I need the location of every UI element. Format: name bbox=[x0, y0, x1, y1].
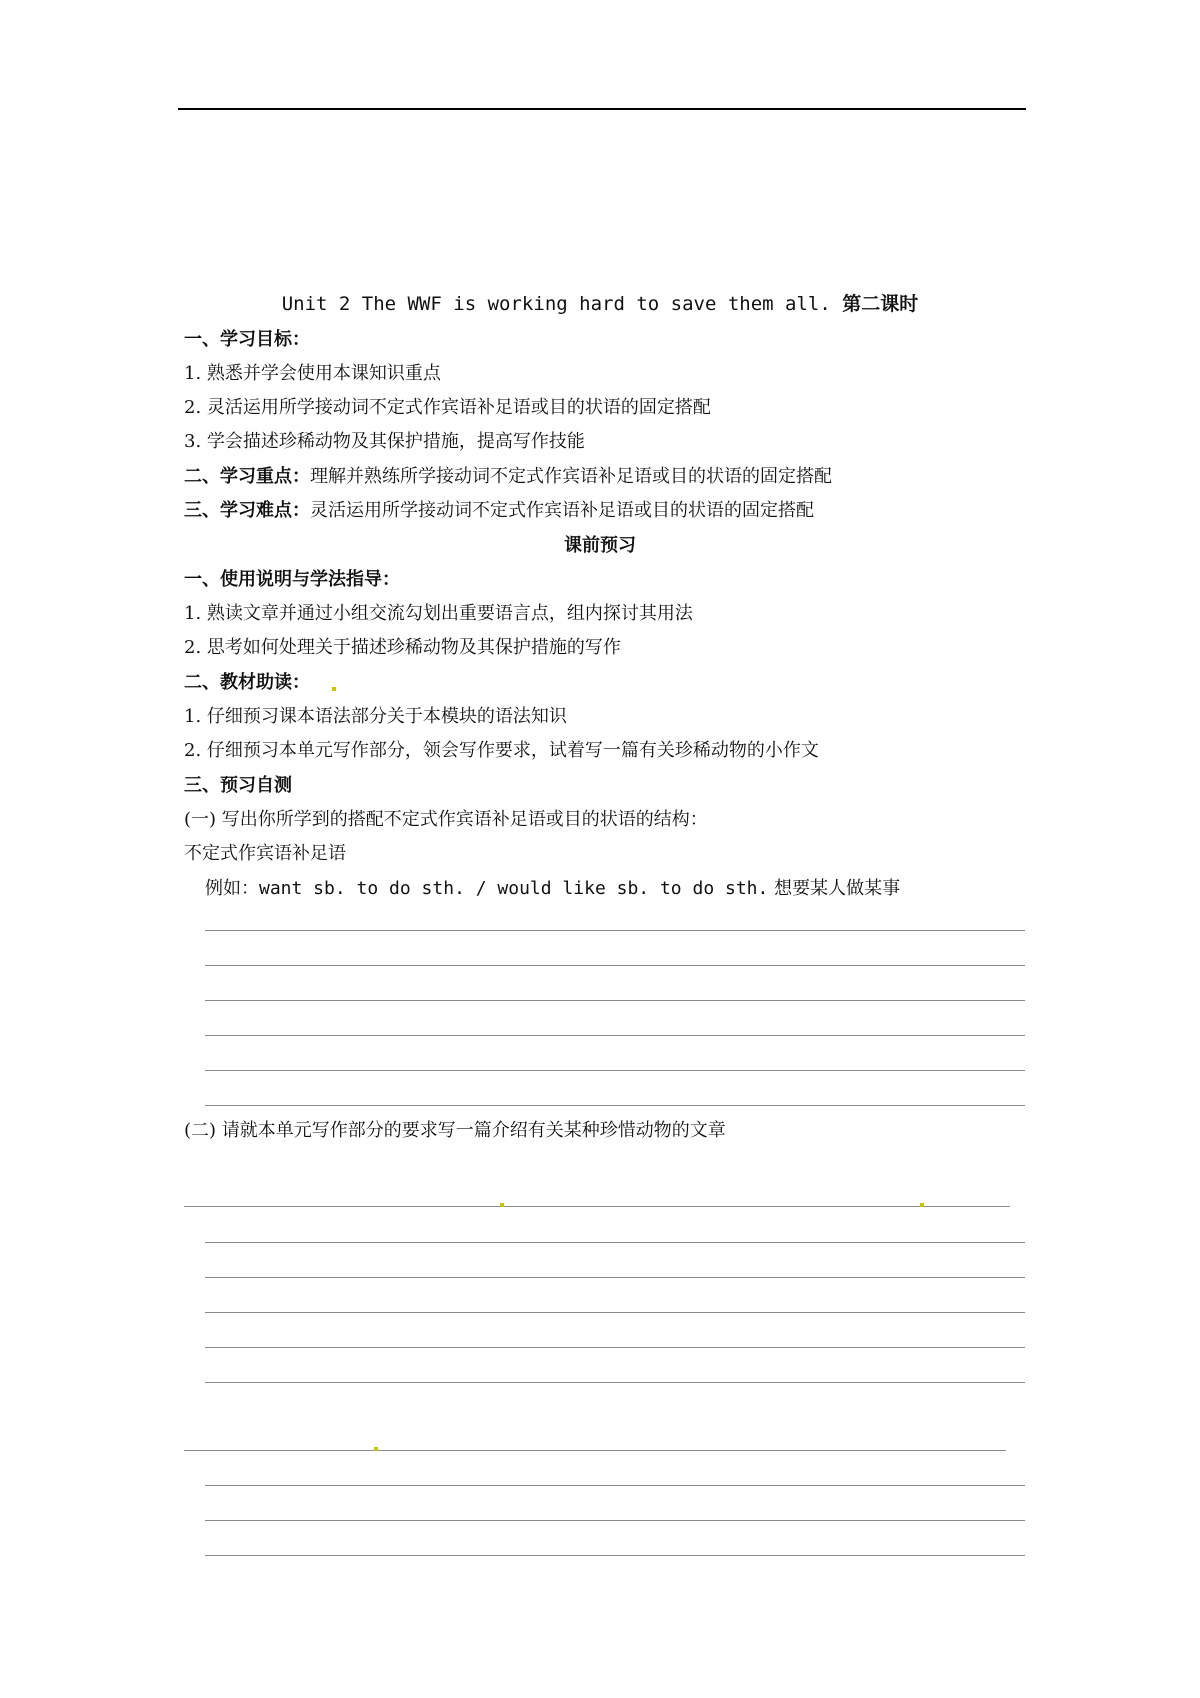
instruction-item-1: 1. 熟读文章并通过小组交流勾划出重要语言点，组内探讨其用法 bbox=[184, 603, 693, 624]
answer-line[interactable] bbox=[205, 965, 1025, 966]
answer-line[interactable] bbox=[184, 1206, 1010, 1207]
instruction-item-2: 2. 思考如何处理关于描述珍稀动物及其保护措施的写作 bbox=[184, 637, 621, 658]
answer-line[interactable] bbox=[205, 1520, 1025, 1521]
answer-line[interactable] bbox=[205, 1277, 1025, 1278]
answer-line[interactable] bbox=[205, 1347, 1025, 1348]
objective-item-3: 3. 学会描述珍稀动物及其保护措施，提高写作技能 bbox=[184, 431, 585, 452]
marker-dot bbox=[500, 1203, 504, 1207]
difficulties-line bbox=[184, 499, 814, 523]
textbook-item-2: 2. 仔细预习本单元写作部分，领会写作要求，试着写一篇有关珍稀动物的小作文 bbox=[184, 740, 819, 761]
answer-line[interactable] bbox=[205, 1035, 1025, 1036]
marker-dot bbox=[374, 1447, 378, 1451]
key-points-line bbox=[184, 465, 832, 489]
self-test-part1-sub: 不定式作宾语补足语 bbox=[184, 843, 346, 864]
difficulties-label: 三、学习难点： bbox=[184, 500, 310, 521]
marker-dot bbox=[332, 687, 336, 691]
answer-line[interactable] bbox=[205, 1105, 1025, 1106]
page-title bbox=[0, 291, 1200, 317]
self-test-part2: (二) 请就本单元写作部分的要求写一篇介绍有关某种珍惜动物的文章 bbox=[184, 1120, 726, 1141]
objective-item-2: 2. 灵活运用所学接动词不定式作宾语补足语或目的状语的固定搭配 bbox=[184, 397, 711, 418]
self-test-heading: 三、预习自测 bbox=[184, 775, 292, 796]
title-english: Unit 2 The WWF is working hard to save them all. bbox=[281, 293, 831, 315]
title-chinese: 第二课时 bbox=[842, 293, 919, 315]
marker-dot bbox=[920, 1203, 924, 1207]
answer-line[interactable] bbox=[205, 930, 1025, 931]
objectives-heading: 一、学习目标： bbox=[184, 329, 310, 350]
header-rule bbox=[178, 108, 1026, 110]
example-chinese: 想要某人做某事 bbox=[774, 878, 901, 899]
instructions-heading: 一、使用说明与学法指导： bbox=[184, 569, 400, 590]
key-points-label: 二、学习重点： bbox=[184, 466, 310, 487]
difficulties-text: 灵活运用所学接动词不定式作宾语补足语或目的状语的固定搭配 bbox=[310, 500, 814, 521]
textbook-heading: 二、教材助读： bbox=[184, 672, 310, 693]
answer-line[interactable] bbox=[205, 1242, 1025, 1243]
key-points-text: 理解并熟练所学接动词不定式作宾语补足语或目的状语的固定搭配 bbox=[310, 466, 832, 487]
textbook-item-1: 1. 仔细预习课本语法部分关于本模块的语法知识 bbox=[184, 706, 567, 727]
objective-item-1: 1. 熟悉并学会使用本课知识重点 bbox=[184, 363, 441, 384]
answer-line[interactable] bbox=[205, 1485, 1025, 1486]
answer-line[interactable] bbox=[205, 1000, 1025, 1001]
self-test-part1: (一) 写出你所学到的搭配不定式作宾语补足语或目的状语的结构： bbox=[184, 809, 708, 830]
answer-line[interactable] bbox=[205, 1382, 1025, 1383]
answer-line[interactable] bbox=[184, 1450, 1006, 1451]
answer-line[interactable] bbox=[205, 1555, 1025, 1556]
example-line bbox=[205, 877, 900, 901]
example-prefix: 例如： bbox=[205, 878, 259, 899]
answer-line[interactable] bbox=[205, 1312, 1025, 1313]
answer-line[interactable] bbox=[205, 1070, 1025, 1071]
example-english: want sb. to do sth. / would like sb. to do sth. bbox=[259, 878, 769, 899]
preview-heading: 课前预习 bbox=[564, 535, 636, 556]
